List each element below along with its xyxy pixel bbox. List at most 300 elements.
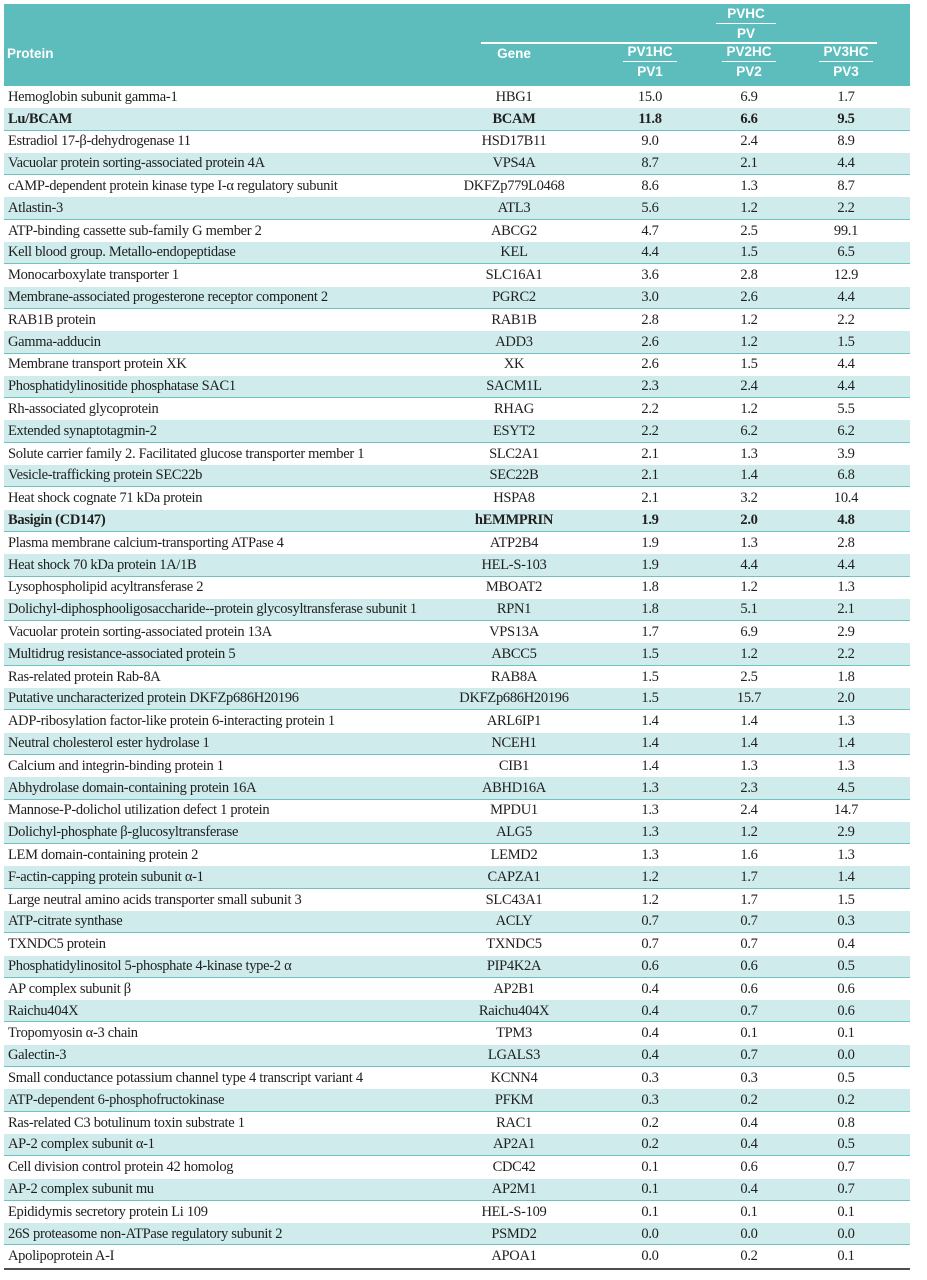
- table-row: [4, 153, 910, 175]
- ratio-value-pv2: 1.3: [740, 757, 758, 774]
- gene-symbol: PSMD2: [491, 1225, 537, 1242]
- table-row: [4, 800, 910, 822]
- ratio-value-pv1: 2.1: [641, 490, 659, 507]
- gene-symbol: CDC42: [492, 1159, 536, 1176]
- ratio-value-pv1: 0.1: [641, 1159, 659, 1176]
- ratio-value-pv2: 2.6: [740, 289, 758, 306]
- table-row: [4, 487, 910, 509]
- ratio-value-pv2: 0.3: [740, 1069, 758, 1086]
- ratio-value-pv3: 0.1: [837, 1025, 855, 1042]
- ratio-value-pv2: 0.0: [740, 1225, 758, 1242]
- ratio-value-pv1: 0.2: [641, 1136, 659, 1153]
- ratio-value-pv1: 1.9: [641, 534, 659, 551]
- gene-symbol: VPS4A: [492, 155, 536, 172]
- ratio-value-pv3: 8.7: [837, 178, 855, 195]
- gene-symbol: HSPA8: [493, 490, 535, 507]
- table-row: [4, 264, 910, 286]
- ratio-value-pv2: 0.1: [740, 1025, 758, 1042]
- ratio-value-pv3: 1.5: [837, 333, 855, 350]
- ratio-value-pv2: 0.4: [740, 1114, 758, 1131]
- ratio-value-pv1: 5.6: [641, 199, 659, 216]
- table-row: [4, 978, 910, 1000]
- ratio-value-pv2: 6.9: [740, 624, 758, 641]
- ratio-value-pv3: 4.4: [837, 556, 855, 573]
- ratio-value-pv1: 1.5: [641, 690, 659, 707]
- table-row: [4, 532, 910, 554]
- gene-symbol: Raichu404X: [478, 1002, 550, 1019]
- ratio-value-pv3: 0.5: [837, 1136, 855, 1153]
- ratio-value-pv1: 0.3: [641, 1091, 659, 1108]
- group-ratio-header: [656, 6, 836, 41]
- gene-symbol: PFKM: [494, 1091, 534, 1108]
- protein-name: Solute carrier family 2. Facilitated glucose transporter member 1: [8, 445, 365, 462]
- ratio-value-pv1: 1.4: [641, 757, 659, 774]
- protein-name: Atlastin-3: [8, 199, 63, 216]
- ratio-value-pv3: 1.3: [837, 846, 855, 863]
- ratio-value-pv1: 1.5: [641, 668, 659, 685]
- ratio-value-pv1: 3.6: [641, 267, 659, 284]
- ratio-value-pv3: 0.1: [837, 1248, 855, 1265]
- ratio-value-pv1: 8.6: [641, 178, 659, 195]
- ratio-value-pv3: 2.2: [837, 645, 855, 662]
- gene-symbol: TPM3: [496, 1025, 532, 1042]
- ratio-value-pv3: 1.5: [837, 891, 855, 908]
- ratio-value-pv2: 2.4: [740, 378, 758, 395]
- ratio-value-pv3: 1.7: [837, 88, 855, 105]
- table-row: [4, 866, 910, 888]
- ratio-value-pv1: 0.7: [641, 936, 659, 953]
- ratio-value-pv2: 3.2: [740, 490, 758, 507]
- ratio-value-pv3: 4.8: [837, 512, 855, 529]
- table-row: [4, 465, 910, 487]
- ratio-value-pv3: 0.0: [837, 1047, 855, 1064]
- ratio-value-pv1: 4.4: [641, 244, 659, 261]
- protein-name: Estradiol 17-β-dehydrogenase 11: [8, 133, 191, 150]
- gene-symbol: RPN1: [496, 601, 532, 618]
- ratio-value-pv2: 1.3: [740, 534, 758, 551]
- protein-name: Dolichyl-phosphate β-glucosyltransferase: [8, 824, 239, 841]
- ratio-value-pv2: 0.7: [740, 936, 758, 953]
- ratio-value-pv2: 1.2: [740, 199, 758, 216]
- ratio-value-pv3: 0.8: [837, 1114, 855, 1131]
- ratio-value-pv2: 2.8: [740, 267, 758, 284]
- table-row: [4, 621, 910, 643]
- gene-symbol: CIB1: [498, 757, 530, 774]
- ratio-value-pv2: 1.7: [740, 868, 758, 885]
- ratio-value-pv3: 2.1: [837, 601, 855, 618]
- protein-name: AP-2 complex subunit mu: [8, 1180, 154, 1197]
- gene-symbol: NCEH1: [491, 735, 537, 751]
- protein-name: cAMP-dependent protein kinase type I-α regulatory subunit: [8, 178, 338, 195]
- protein-name: Cell division control protein 42 homolog: [8, 1159, 234, 1176]
- table-row: [4, 197, 910, 219]
- gene-symbol: hEMMPRIN: [474, 512, 554, 529]
- protein-name: Vesicle-trafficking protein SEC22b: [8, 467, 203, 484]
- ratio-value-pv3: 10.4: [833, 490, 859, 507]
- ratio-value-pv3: 0.7: [837, 1159, 855, 1176]
- gene-symbol: AP2B1: [493, 980, 535, 997]
- pv2hc-pv2-fraction: [722, 44, 775, 79]
- protein-ratio-table: [4, 4, 910, 1270]
- ratio-value-pv3: 3.9: [837, 445, 855, 462]
- ratio-value-pv2: 1.2: [740, 645, 758, 662]
- ratio-value-pv1: 0.4: [641, 1002, 659, 1019]
- protein-name: Rh-associated glycoprotein: [8, 401, 159, 418]
- table-row: [4, 1156, 910, 1178]
- gene-symbol: LEMD2: [490, 846, 538, 863]
- table-row: [4, 309, 910, 331]
- ratio-value-pv1: 0.3: [641, 1069, 659, 1086]
- table-row: [4, 666, 910, 688]
- protein-name: Abhydrolase domain-containing protein 16A: [8, 779, 257, 796]
- table-row: [4, 420, 910, 442]
- protein-name: F-actin-capping protein subunit α-1: [8, 868, 204, 885]
- ratio-value-pv1: 0.1: [641, 1180, 659, 1197]
- ratio-value-pv1: 1.3: [641, 824, 659, 841]
- ratio-value-pv1: 1.2: [641, 891, 659, 908]
- table-row: [4, 755, 910, 777]
- ratio-value-pv2: 1.4: [740, 735, 758, 751]
- pv1hc-pv1-fraction: [623, 44, 676, 79]
- ratio-value-pv2: 2.1: [740, 155, 758, 172]
- protein-name: Hemoglobin subunit gamma-1: [8, 88, 178, 105]
- table-row: [4, 443, 910, 465]
- protein-name: Heat shock 70 kDa protein 1A/1B: [8, 556, 197, 573]
- ratio-value-pv1: 0.4: [641, 1025, 659, 1042]
- protein-name: Lysophospholipid acyltransferase 2: [8, 579, 204, 596]
- gene-symbol: CAPZA1: [487, 868, 541, 885]
- ratio-value-pv3: 4.4: [837, 289, 855, 306]
- protein-name: AP complex subunit β: [8, 980, 131, 997]
- ratio-value-pv2: 0.6: [740, 1159, 758, 1176]
- ratio-value-pv3: 0.4: [837, 936, 855, 953]
- pvhc-pv-fraction: [716, 6, 776, 41]
- ratio-value-pv3: 2.0: [837, 690, 855, 707]
- gene-symbol: ALG5: [496, 824, 532, 841]
- ratio-value-pv1: 9.0: [641, 133, 659, 150]
- ratio-value-pv2: 1.2: [740, 333, 758, 350]
- ratio-value-pv3: 6.2: [837, 422, 855, 439]
- protein-name: RAB1B protein: [8, 311, 96, 328]
- ratio-value-pv2: 1.4: [740, 713, 758, 730]
- ratio-value-pv2: 2.3: [740, 779, 758, 796]
- table-row: [4, 108, 910, 130]
- ratio-value-pv2: 0.7: [740, 1002, 758, 1019]
- protein-name: Lu/BCAM: [8, 110, 72, 127]
- ratio-value-pv1: 2.6: [641, 333, 659, 350]
- protein-name: Heat shock cognate 71 kDa protein: [8, 490, 203, 507]
- gene-symbol: ATP2B4: [489, 534, 539, 551]
- pv2hc-label: PV2HC: [722, 44, 775, 62]
- ratio-value-pv2: 2.5: [740, 222, 758, 239]
- ratio-value-pv3: 1.3: [837, 579, 855, 596]
- gene-symbol: KEL: [500, 244, 528, 261]
- gene-symbol: MPDU1: [490, 802, 538, 819]
- protein-name: Dolichyl-diphosphooligosaccharide--protein glycosyltransferase subunit 1: [8, 601, 417, 618]
- group-denominator: PV: [736, 25, 755, 41]
- ratio-value-pv1: 0.4: [641, 1047, 659, 1064]
- gene-symbol: SACM1L: [486, 378, 542, 395]
- table-row: [4, 889, 910, 911]
- table-row: [4, 1223, 910, 1245]
- protein-column-header: Protein: [7, 46, 54, 61]
- pv3-column-header: [782, 44, 910, 79]
- gene-symbol: ABHD16A: [482, 779, 546, 796]
- ratio-value-pv1: 0.4: [641, 980, 659, 997]
- ratio-value-pv2: 2.4: [740, 133, 758, 150]
- table-row: [4, 175, 910, 197]
- ratio-value-pv2: 1.3: [740, 178, 758, 195]
- ratio-value-pv1: 0.0: [641, 1225, 659, 1242]
- pv3hc-pv3-fraction: [819, 44, 872, 79]
- ratio-value-pv3: 5.5: [837, 401, 855, 418]
- ratio-value-pv1: 1.8: [641, 579, 659, 596]
- table-row: [4, 599, 910, 621]
- table-row: [4, 710, 910, 732]
- protein-name: Small conductance potassium channel type 4 transcript variant 4: [8, 1069, 363, 1086]
- ratio-value-pv2: 1.5: [740, 356, 758, 373]
- gene-symbol: LGALS3: [487, 1047, 541, 1064]
- ratio-value-pv3: 0.1: [837, 1203, 855, 1220]
- table-row: [4, 1134, 910, 1156]
- ratio-value-pv2: 6.2: [740, 422, 758, 439]
- gene-symbol: VPS13A: [489, 624, 539, 641]
- ratio-value-pv1: 1.4: [641, 735, 659, 751]
- protein-name: Galectin-3: [8, 1047, 67, 1064]
- ratio-value-pv1: 1.3: [641, 802, 659, 819]
- ratio-value-pv3: 2.2: [837, 311, 855, 328]
- protein-name: Phosphatidylinositol 5-phosphate 4-kinase type-2 α: [8, 957, 292, 974]
- ratio-value-pv3: 6.8: [837, 467, 855, 484]
- ratio-value-pv3: 0.3: [837, 913, 855, 930]
- protein-name: Vacuolar protein sorting-associated protein 13A: [8, 624, 272, 641]
- gene-symbol: BCAM: [492, 110, 536, 127]
- ratio-value-pv3: 0.2: [837, 1091, 855, 1108]
- ratio-value-pv1: 1.9: [641, 556, 659, 573]
- pv2-column-header: [716, 44, 782, 79]
- table-row: [4, 643, 910, 665]
- gene-symbol: RHAG: [494, 401, 534, 418]
- ratio-value-pv1: 1.7: [641, 624, 659, 641]
- ratio-value-pv2: 0.4: [740, 1136, 758, 1153]
- ratio-value-pv3: 4.5: [837, 779, 855, 796]
- ratio-value-pv1: 11.8: [638, 110, 662, 127]
- protein-name: Calcium and integrin-binding protein 1: [8, 757, 224, 774]
- protein-name: LEM domain-containing protein 2: [8, 846, 199, 863]
- gene-symbol: ABCC5: [491, 645, 537, 662]
- table-row: [4, 131, 910, 153]
- ratio-value-pv3: 9.5: [837, 110, 855, 127]
- protein-name: Ras-related C3 botulinum toxin substrate 1: [8, 1114, 245, 1131]
- table-row: [4, 1000, 910, 1022]
- protein-name: Membrane transport protein XK: [8, 356, 187, 373]
- ratio-value-pv3: 0.0: [837, 1225, 855, 1242]
- column-header-row: [4, 44, 910, 79]
- gene-symbol: SEC22B: [489, 467, 539, 484]
- pv3hc-label: PV3HC: [819, 44, 872, 62]
- gene-symbol: MBOAT2: [485, 579, 543, 596]
- gene-symbol: SLC16A1: [485, 267, 543, 284]
- protein-name: ADP-ribosylation factor-like protein 6-interacting protein 1: [8, 713, 335, 730]
- gene-symbol: SLC43A1: [485, 891, 543, 908]
- ratio-value-pv1: 0.1: [641, 1203, 659, 1220]
- protein-name: Apolipoprotein A-I: [8, 1248, 115, 1265]
- ratio-value-pv3: 0.6: [837, 1002, 855, 1019]
- gene-symbol: HEL-S-103: [481, 556, 547, 573]
- ratio-value-pv3: 1.4: [837, 735, 855, 751]
- ratio-value-pv2: 0.1: [740, 1203, 758, 1220]
- protein-name: Basigin (CD147): [8, 512, 106, 529]
- gene-symbol: HSD17B11: [481, 133, 547, 150]
- table-row: [4, 287, 910, 309]
- ratio-value-pv2: 2.4: [740, 802, 758, 819]
- gene-symbol: RAC1: [496, 1114, 532, 1131]
- ratio-value-pv3: 0.6: [837, 980, 855, 997]
- table-row: [4, 777, 910, 799]
- protein-name: 26S proteasome non-ATPase regulatory subunit 2: [8, 1225, 283, 1242]
- gene-symbol: HBG1: [495, 88, 533, 105]
- ratio-value-pv3: 1.8: [837, 668, 855, 685]
- gene-symbol: AP2M1: [491, 1180, 537, 1197]
- gene-symbol: DKFZp686H20196: [459, 690, 569, 707]
- protein-name: Extended synaptotagmin-2: [8, 422, 157, 439]
- gene-symbol: ADD3: [495, 333, 533, 350]
- ratio-value-pv1: 2.1: [641, 445, 659, 462]
- protein-name: Raichu404X: [8, 1002, 79, 1019]
- protein-name: ATP-binding cassette sub-family G member 2: [8, 222, 262, 239]
- ratio-value-pv2: 6.9: [740, 88, 758, 105]
- table-row: [4, 354, 910, 376]
- protein-name: Mannose-P-dolichol utilization defect 1 protein: [8, 802, 270, 819]
- protein-name: Phosphatidylinositide phosphatase SAC1: [8, 378, 236, 395]
- ratio-value-pv3: 99.1: [833, 222, 859, 239]
- ratio-value-pv3: 1.4: [837, 868, 855, 885]
- ratio-value-pv2: 1.2: [740, 824, 758, 841]
- ratio-value-pv3: 0.5: [837, 957, 855, 974]
- table-row: [4, 86, 910, 108]
- table-row: [4, 220, 910, 242]
- pv3-label: PV3: [833, 63, 859, 79]
- table-row: [4, 1089, 910, 1111]
- protein-name: Large neutral amino acids transporter small subunit 3: [8, 891, 302, 908]
- ratio-value-pv1: 1.8: [641, 601, 659, 618]
- table-header: [4, 4, 910, 86]
- protein-name: Gamma-adducin: [8, 333, 101, 350]
- table-row: [4, 1022, 910, 1044]
- gene-symbol: APOA1: [491, 1248, 537, 1265]
- ratio-value-pv1: 1.5: [641, 645, 659, 662]
- ratio-value-pv2: 0.6: [740, 980, 758, 997]
- ratio-value-pv1: 4.7: [641, 222, 659, 239]
- protein-name: AP-2 complex subunit α-1: [8, 1136, 155, 1153]
- gene-symbol: KCNN4: [490, 1069, 538, 1086]
- protein-name: Plasma membrane calcium-transporting ATPase 4: [8, 534, 284, 551]
- group-numerator: PVHC: [716, 6, 776, 24]
- gene-symbol: ARL6IP1: [486, 713, 542, 730]
- protein-name: Epididymis secretory protein Li 109: [8, 1203, 208, 1220]
- ratio-value-pv2: 1.3: [740, 445, 758, 462]
- ratio-value-pv3: 14.7: [833, 802, 859, 819]
- gene-symbol: ESYT2: [492, 422, 535, 439]
- table-row: [4, 1045, 910, 1067]
- ratio-value-pv2: 2.5: [740, 668, 758, 685]
- protein-name: TXNDC5 protein: [8, 936, 106, 953]
- gene-symbol: ATL3: [497, 199, 531, 216]
- table-row: [4, 688, 910, 710]
- table-row: [4, 733, 910, 755]
- protein-name: Neutral cholesterol ester hydrolase 1: [8, 735, 210, 751]
- table-body: [4, 86, 910, 1270]
- gene-symbol: PGRC2: [492, 289, 536, 306]
- table-row: [4, 554, 910, 576]
- ratio-value-pv1: 1.3: [641, 779, 659, 796]
- ratio-value-pv3: 4.4: [837, 378, 855, 395]
- protein-name: ATP-citrate synthase: [8, 913, 123, 930]
- table-row: [4, 911, 910, 933]
- ratio-value-pv3: 0.5: [837, 1069, 855, 1086]
- ratio-value-pv2: 15.7: [736, 690, 762, 707]
- ratio-value-pv1: 0.7: [641, 913, 659, 930]
- table-row: [4, 1201, 910, 1223]
- ratio-value-pv2: 0.7: [740, 1047, 758, 1064]
- table-row: [4, 1112, 910, 1134]
- pv1-column-header: [584, 44, 716, 79]
- gene-symbol: TXNDC5: [486, 936, 542, 953]
- ratio-value-pv2: 0.2: [740, 1248, 758, 1265]
- protein-name: Kell blood group. Metallo-endopeptidase: [8, 244, 236, 261]
- ratio-value-pv3: 2.9: [837, 824, 855, 841]
- table-row: [4, 844, 910, 866]
- gene-symbol: SLC2A1: [489, 445, 539, 462]
- ratio-value-pv1: 3.0: [641, 289, 659, 306]
- table-row: [4, 398, 910, 420]
- pv1hc-label: PV1HC: [623, 44, 676, 62]
- ratio-value-pv2: 1.4: [740, 467, 758, 484]
- ratio-value-pv1: 15.0: [637, 88, 663, 105]
- ratio-value-pv3: 0.7: [837, 1180, 855, 1197]
- ratio-value-pv2: 0.2: [740, 1091, 758, 1108]
- ratio-value-pv3: 4.4: [837, 356, 855, 373]
- ratio-value-pv1: 1.3: [641, 846, 659, 863]
- ratio-value-pv2: 2.0: [740, 512, 758, 529]
- table-row: [4, 577, 910, 599]
- protein-name: Multidrug resistance-associated protein 5: [8, 645, 236, 662]
- ratio-value-pv2: 6.6: [740, 110, 758, 127]
- table-row: [4, 510, 910, 532]
- ratio-value-pv2: 1.2: [740, 311, 758, 328]
- ratio-value-pv1: 1.9: [641, 512, 659, 529]
- ratio-value-pv2: 0.7: [740, 913, 758, 930]
- ratio-value-pv3: 2.2: [837, 199, 855, 216]
- gene-symbol: ACLY: [495, 913, 533, 930]
- gene-symbol: RAB1B: [491, 311, 537, 328]
- ratio-value-pv3: 4.4: [837, 155, 855, 172]
- gene-symbol: XK: [503, 356, 525, 373]
- ratio-value-pv3: 1.3: [837, 757, 855, 774]
- protein-name: Ras-related protein Rab-8A: [8, 668, 161, 685]
- table-row: [4, 956, 910, 978]
- ratio-value-pv1: 0.6: [641, 957, 659, 974]
- table-row: [4, 376, 910, 398]
- table-row: [4, 1245, 910, 1267]
- ratio-value-pv2: 1.6: [740, 846, 758, 863]
- table-row: [4, 822, 910, 844]
- ratio-value-pv1: 2.1: [641, 467, 659, 484]
- protein-name: ATP-dependent 6-phosphofructokinase: [8, 1091, 225, 1108]
- ratio-value-pv1: 2.2: [641, 401, 659, 418]
- ratio-value-pv3: 1.3: [837, 713, 855, 730]
- ratio-value-pv1: 1.2: [641, 868, 659, 885]
